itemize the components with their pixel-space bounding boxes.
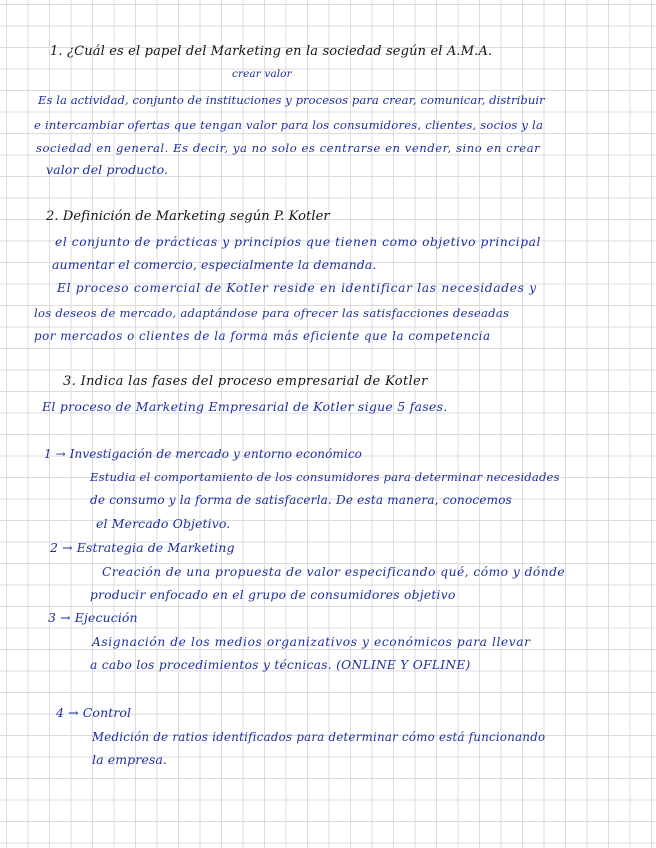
answer-2-line: los deseos de mercado, adaptándose para ofrecer las satisfacciones deseadas [34, 306, 510, 320]
answer-1-line: sociedad en general. Es decir, ya no solo es centrarse en vender, sino en crear [36, 141, 541, 155]
phase-2-line: Creación de una propuesta de valor especificando qué, cómo y dónde [102, 565, 566, 579]
phase-4-line: Medición de ratios identificados para determinar cómo está funcionando [92, 730, 546, 744]
question-1-title: 1. ¿Cuál es el papel del Marketing en la sociedad según el A.M.A. [50, 44, 493, 59]
phase-1-line: el Mercado Objetivo. [96, 516, 231, 531]
phase-2-line: producir enfocado en el grupo de consumidores objetivo [90, 588, 456, 602]
question-3-title: 3. Indica las fases del proceso empresarial de Kotler [63, 374, 428, 389]
phase-1-heading: 1 → Investigación de mercado y entorno económico [44, 447, 362, 461]
phase-1-line: de consumo y la forma de satisfacerla. De esta manera, conocemos [90, 493, 512, 507]
phase-3-heading: 3 → Ejecución [48, 610, 138, 625]
phase-3-line: Asignación de los medios organizativos y económicos para llevar [92, 635, 531, 649]
answer-1-line: valor del producto. [46, 162, 169, 177]
phase-4-heading: 4 → Control [56, 705, 132, 720]
answer-2-line: el conjunto de prácticas y principios que tienen como objetivo principal [55, 235, 541, 249]
question-2-title: 2. Definición de Marketing según P. Kotler [46, 209, 330, 224]
phase-3-line: a cabo los procedimientos y técnicas. (ONLINE Y OFLINE) [90, 658, 471, 672]
question-1-note: crear valor [232, 68, 292, 80]
answer-1-line: Es la actividad, conjunto de instituciones y procesos para crear, comunicar, distribuir [38, 93, 545, 107]
answer-3-intro: El proceso de Marketing Empresarial de Kotler sigue 5 fases. [42, 399, 448, 414]
phase-1-line: Estudia el comportamiento de los consumidores para determinar necesidades [90, 470, 560, 484]
answer-2-line: por mercados o clientes de la forma más eficiente que la competencia [34, 329, 491, 343]
answer-2-line: El proceso comercial de Kotler reside en identificar las necesidades y [57, 281, 537, 295]
phase-2-heading: 2 → Estrategia de Marketing [50, 540, 235, 555]
phase-4-line: la empresa. [92, 752, 167, 767]
answer-1-line: e intercambiar ofertas que tengan valor para los consumidores, clientes, socios y la [34, 118, 544, 132]
answer-2-line: aumentar el comercio, especialmente la demanda. [52, 257, 377, 272]
